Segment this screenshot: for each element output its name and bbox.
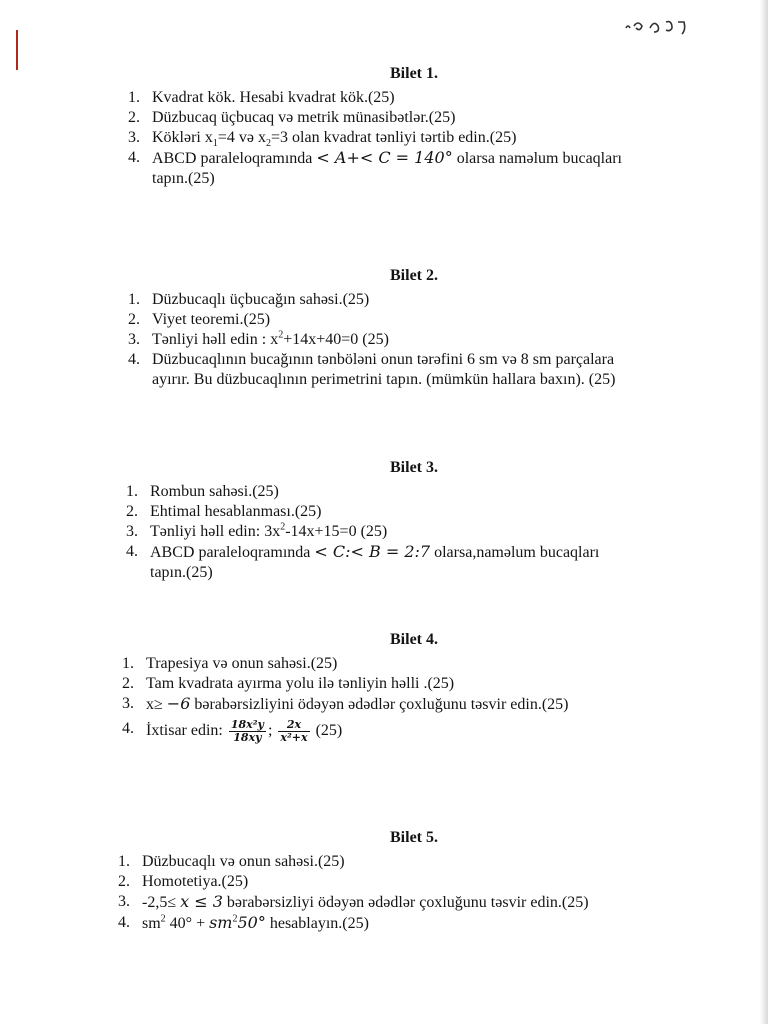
question-item: 4. $sm^2$ $40^\circ + sm^250^\circ$ hesablayın.(25): [118, 913, 369, 932]
question-text: x≥ −6 bərabərsizliyini ödəyən ədədlər çoxluğunu təsvir edin.(25): [146, 694, 569, 713]
question-item: 3. Kökləri $x_1=4$ və $x_2=3$ olan kvadrat tənliyi tərtib edin.(25): [128, 129, 517, 150]
handwritten-scribble: [618, 10, 698, 40]
question-item: 3. -2,5≤ x ≤ 3 bərabərsizliyi ödəyən ədədlər çoxluğunu təsvir edin.(25): [118, 892, 589, 911]
question-text-continuation: tapın.(25): [150, 564, 213, 581]
question-item: 4. ABCD paraleloqramında < A+< C = 140° olarsa naməlum bucaqları tapın.(25): [128, 148, 622, 187]
question-item: 1. Rombun sahəsi.(25): [126, 483, 279, 500]
question-text: Tənliyi həll edin: $3x^2-14x+15=0$ (25): [150, 521, 388, 540]
question-item: 3. x≥ −6 bərabərsizliyini ödəyən ədədlər çoxluğunu təsvir edin.(25): [122, 694, 569, 713]
question-item: 2. Ehtimal hesablanması.(25): [126, 503, 322, 520]
question-text-continuation: ayırır. Bu düzbucaqlının perimetrini tapın. (mümkün hallara baxın). (25): [152, 371, 616, 388]
question-text: Rombun sahəsi.(25): [150, 483, 279, 500]
question-item: 1. Trapesiya və onun sahəsi.(25): [122, 655, 338, 672]
fraction-2: $\frac{2x}{\text{x²+x}}$: [280, 718, 308, 744]
math-expression: x ≤ 3: [180, 892, 223, 911]
question-text: Düzbucaqlının bucağının tənböləni onun tərəfini 6 sm və 8 sm parçalara: [152, 351, 615, 368]
question-list: [128, 290, 615, 390]
math-expression: sm: [209, 913, 233, 932]
question-item: 1. Kvadrat kök. Hesabi kvadrat kök.(25): [128, 89, 395, 106]
question-item: 3. Tənliyi həll edin : $x^2+14x+40=0$ (25): [128, 329, 389, 348]
question-text: Tənliyi həll edin : $x^2+14x+40=0$ (25): [152, 329, 389, 348]
math-expression: −6: [166, 694, 191, 713]
question-item: 4. İxtisar edin: $\frac{\text{18x²y}}{18xy}$ ; $\frac{2x}{\text{x²+x}}$ (25): [122, 718, 343, 744]
question-text: Viyet teoremi.(25): [152, 311, 271, 328]
question-text: ABCD paraleloqramında < C:< B = 2:7 olarsa,naməlum bucaqları: [150, 542, 600, 561]
question-list: [126, 482, 599, 583]
question-text: ABCD paraleloqramında < A+< C = 140° olarsa naməlum bucaqları: [152, 148, 622, 167]
math-expression: < A+< C = 140°: [316, 148, 453, 167]
question-list: [118, 852, 589, 934]
question-text: $sm^2$ $40^\circ + sm^250^\circ$ hesablayın.(25): [142, 913, 369, 932]
question-text: Kökləri $x_1=4$ və $x_2=3$ olan kvadrat tənliyi tərtib edin.(25): [152, 129, 517, 150]
question-text: -2,5≤ x ≤ 3 bərabərsizliyi ödəyən ədədlər çoxluğunu təsvir edin.(25): [142, 892, 589, 911]
question-text: İxtisar edin: $\frac{\text{18x²y}}{18xy}$ ; $\frac{2x}{\text{x²+x}}$ (25): [146, 718, 343, 744]
question-list: [128, 88, 622, 189]
question-item: 2. Homotetiya.(25): [118, 873, 249, 890]
question-item: 1. Düzbucaqlı və onun sahəsi.(25): [118, 853, 345, 870]
bilet-title: Bilet 4.: [390, 631, 438, 648]
question-text-continuation: tapın.(25): [152, 170, 215, 187]
question-text: Düzbucaqlı üçbucağın sahəsi.(25): [152, 291, 370, 308]
question-item: 1. Düzbucaqlı üçbucağın sahəsi.(25): [128, 291, 370, 308]
bilet-title: Bilet 1.: [390, 65, 438, 82]
page-edge-shadow: [760, 0, 768, 1024]
margin-pen-mark: [16, 30, 18, 70]
question-text: Düzbucaq üçbucaq və metrik münasibətlər.(25): [152, 109, 456, 126]
question-text: Trapesiya və onun sahəsi.(25): [146, 655, 338, 672]
question-item: 3. Tənliyi həll edin: $3x^2-14x+15=0$ (25): [126, 521, 388, 540]
question-item: 4. ABCD paraleloqramında < C:< B = 2:7 olarsa,naməlum bucaqları tapın.(25): [126, 542, 600, 581]
question-text: Tam kvadrata ayırma yolu ilə tənliyin həlli .(25): [146, 675, 455, 692]
question-item: 2. Düzbucaq üçbucaq və metrik münasibətlər.(25): [128, 109, 456, 126]
question-item: 4. Düzbucaqlının bucağının tənböləni onun tərəfini 6 sm və 8 sm parçalara ayırır. Bu düzbucaqlının perimetrini tapın. (mümkün hallara baxın). (25): [128, 351, 616, 388]
bilet-title: Bilet 5.: [390, 829, 438, 846]
question-text: Homotetiya.(25): [142, 873, 249, 890]
question-item: 2. Viyet teoremi.(25): [128, 311, 271, 328]
question-text: Ehtimal hesablanması.(25): [150, 503, 322, 520]
question-text: Düzbucaqlı və onun sahəsi.(25): [142, 853, 345, 870]
math-expression: < C:< B = 2:7: [314, 542, 431, 561]
bilet-title: Bilet 3.: [390, 459, 438, 476]
fraction-1: $\frac{\text{18x²y}}{18xy}$: [230, 718, 264, 744]
question-list: [122, 654, 568, 744]
question-item: 2. Tam kvadrata ayırma yolu ilə tənliyin həlli .(25): [122, 675, 455, 692]
bilet-title: Bilet 2.: [390, 267, 438, 284]
question-text: Kvadrat kök. Hesabi kvadrat kök.(25): [152, 89, 395, 106]
